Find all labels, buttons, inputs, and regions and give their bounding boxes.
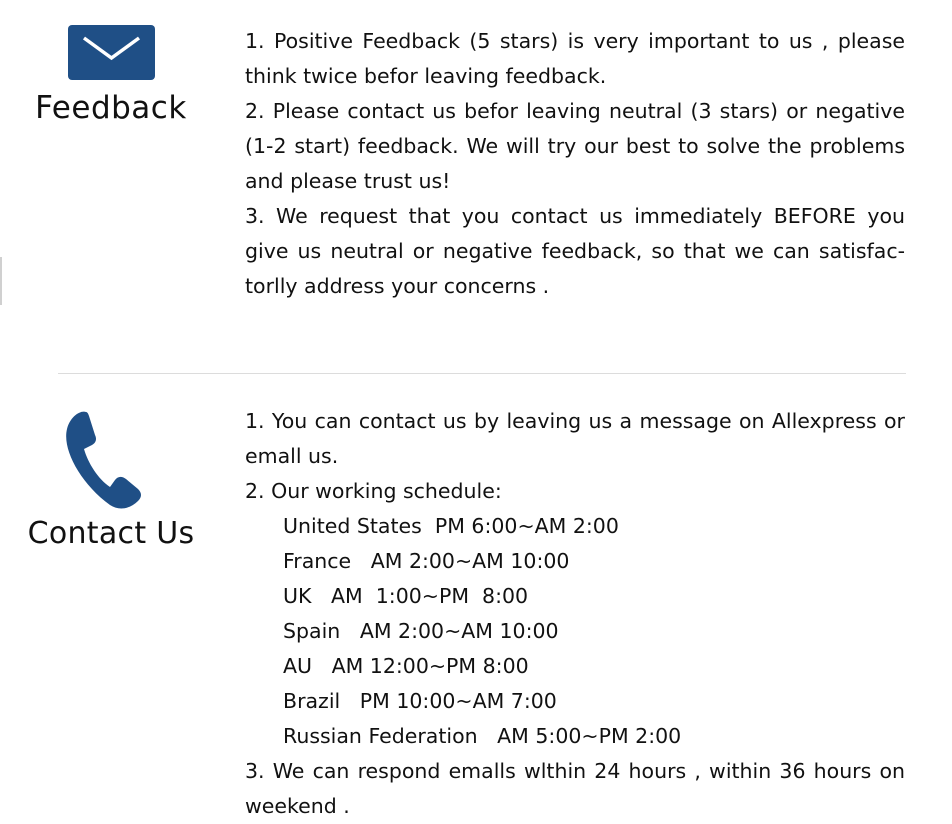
feedback-title: Feedback	[35, 90, 187, 126]
feedback-text	[245, 24, 905, 304]
feedback-section	[0, 0, 952, 360]
section-divider	[58, 373, 906, 374]
feedback-item-3: 3. We request that you contact us immediately BEFORE you give us neutral or negative feedback, so that we can satisfac-torlly address your concerns .	[245, 204, 905, 298]
contact-text	[245, 404, 905, 824]
contact-intro: 1. You can contact us by leaving us a message on Allexpress or emall us.	[245, 409, 905, 468]
schedule-item-brazil: Brazil PM 10:00~AM 7:00	[283, 689, 557, 713]
contact-title: Contact Us	[27, 516, 195, 551]
phone-icon	[62, 409, 148, 511]
schedule-item-united-states: United States PM 6:00~AM 2:00	[283, 514, 619, 538]
feedback-item-2: 2. Please contact us befor leaving neutral (3 stars) or negative (1-2 start) feedback. We will try our best to solve the problems and please trust us!	[245, 99, 905, 193]
response-time: 3. We can respond emalls wlthin 24 hours , within 36 hours on weekend .	[245, 759, 905, 818]
schedule-item-uk: UK AM 1:00~PM 8:00	[283, 584, 529, 608]
schedule-item-au: AU AM 12:00~PM 8:00	[283, 654, 529, 678]
envelope-icon	[68, 25, 155, 80]
schedule-heading: 2. Our working schedule:	[245, 479, 502, 503]
contact-section	[0, 375, 952, 821]
schedule-item-russian-federation: Russian Federation AM 5:00~PM 2:00	[283, 724, 682, 748]
schedule-item-france: France AM 2:00~AM 10:00	[283, 549, 570, 573]
feedback-item-1: 1. Positive Feedback (5 stars) is very important to us , please think twice befor leaving feedback.	[245, 29, 905, 88]
schedule-item-spain: Spain AM 2:00~AM 10:00	[283, 619, 559, 643]
